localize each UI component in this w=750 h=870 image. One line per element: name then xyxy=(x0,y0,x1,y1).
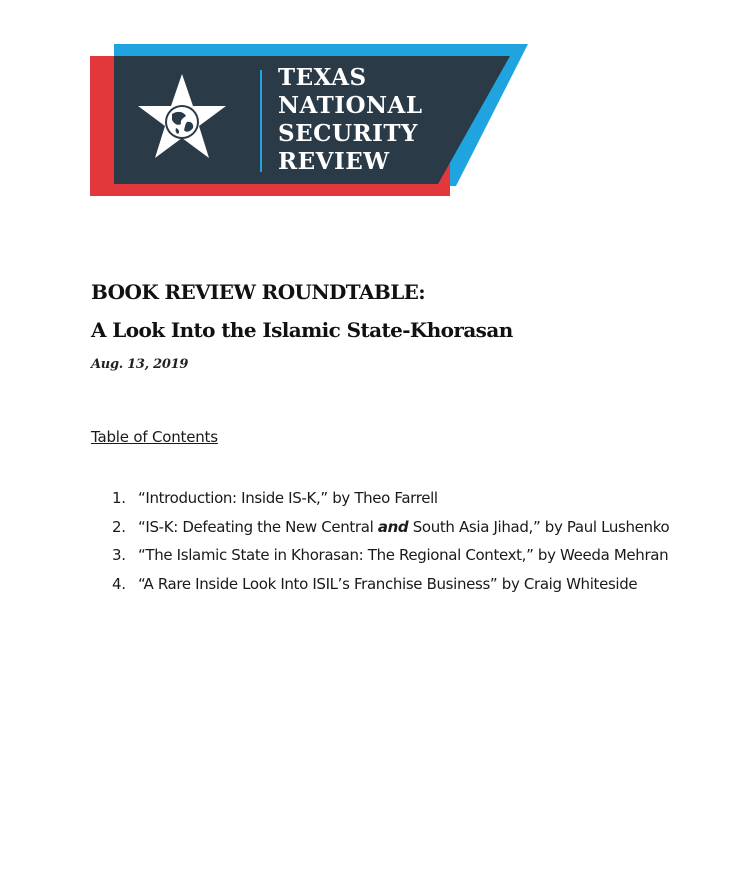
toc-item-number: 1. xyxy=(112,489,126,507)
toc-item-text-pre: “IS-K: Defeating the New Central xyxy=(138,517,378,536)
toc-item xyxy=(112,570,672,599)
toc-item xyxy=(112,541,672,570)
tnsr-logo xyxy=(90,44,530,196)
toc-list xyxy=(112,484,672,598)
toc-item-number: 4. xyxy=(112,574,126,593)
toc-item-number: 2. xyxy=(112,517,126,536)
toc-item xyxy=(112,484,672,513)
toc-item-text: “The Islamic State in Khorasan: The Regional Context,” by Weeda Mehran xyxy=(138,546,669,564)
logo-wordmark xyxy=(278,64,423,176)
document-title-line-1: BOOK REVIEW ROUNDTABLE: xyxy=(91,280,426,304)
logo-line-texas: TEXAS xyxy=(278,64,367,91)
document-title-line-2: A Look Into the Islamic State-Khorasan xyxy=(91,318,513,342)
toc-item-text: “Introduction: Inside IS-K,” by Theo Farrell xyxy=(138,489,438,507)
toc-item-text: “A Rare Inside Look Into ISIL’s Franchise Business” by Craig Whiteside xyxy=(138,574,638,593)
toc-item-text-post: South Asia Jihad,” by Paul Lushenko xyxy=(408,517,670,536)
publication-date: Aug. 13, 2019 xyxy=(91,357,189,372)
logo-line-security: SECURITY xyxy=(278,120,418,147)
logo-line-review: REVIEW xyxy=(278,148,390,175)
toc-item-emphasis: and xyxy=(377,517,409,536)
logo-line-national: NATIONAL xyxy=(278,92,423,119)
toc-heading: Table of Contents xyxy=(91,428,218,446)
toc-item xyxy=(112,513,672,542)
toc-item-text xyxy=(138,518,669,536)
toc-item-number: 3. xyxy=(112,546,126,564)
